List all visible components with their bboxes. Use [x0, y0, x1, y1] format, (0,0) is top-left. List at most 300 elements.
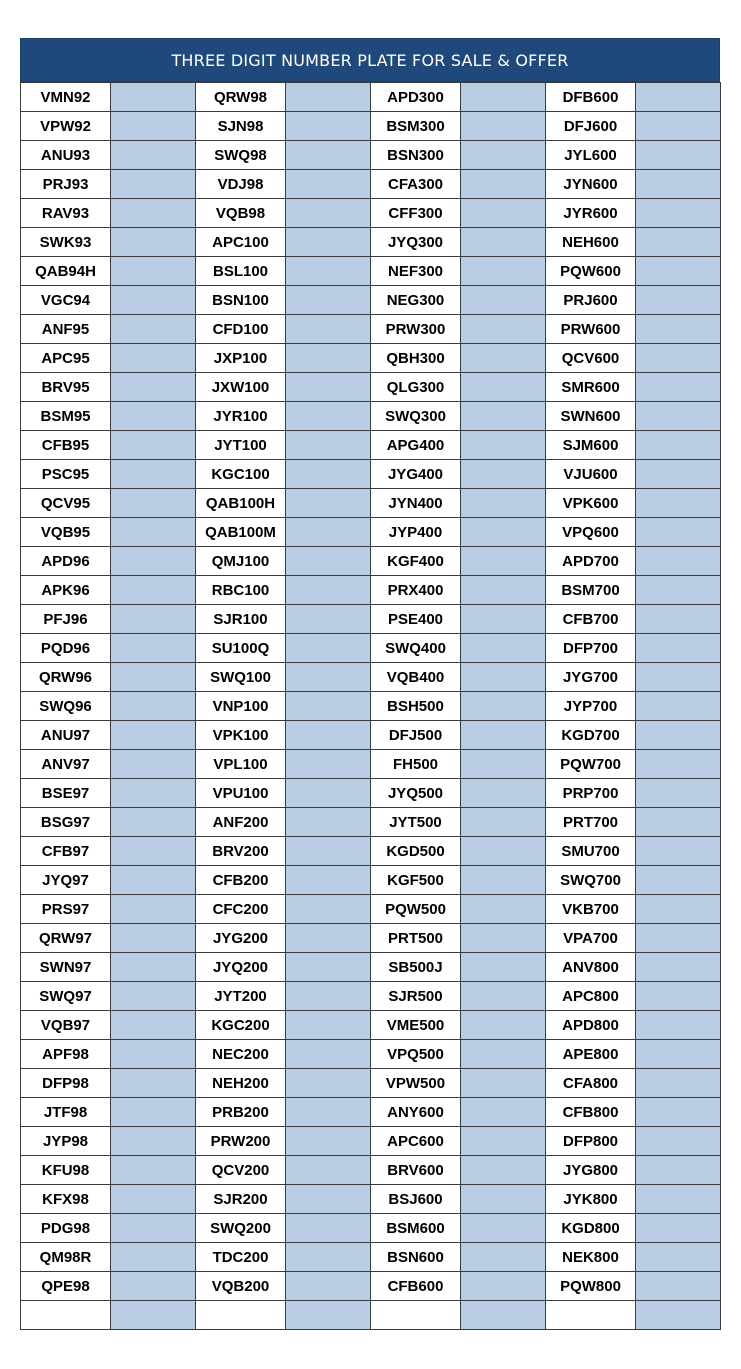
- table-row: [21, 1185, 721, 1214]
- plate-number-cell: PQW800: [546, 1272, 636, 1301]
- plate-number-cell: BRV200: [196, 837, 286, 866]
- plate-number-cell: DFP700: [546, 634, 636, 663]
- price-cell: [461, 286, 546, 315]
- price-cell: [111, 1098, 196, 1127]
- plate-number-cell: SWQ97: [21, 982, 111, 1011]
- price-cell: [286, 1301, 371, 1330]
- plate-number-cell: VPK100: [196, 721, 286, 750]
- plate-number-cell: QBH300: [371, 344, 461, 373]
- table-row: [21, 1301, 721, 1330]
- plate-number-cell: ANF95: [21, 315, 111, 344]
- price-cell: [286, 141, 371, 170]
- plate-number-cell: [371, 1301, 461, 1330]
- price-cell: [636, 1040, 721, 1069]
- price-cell: [636, 112, 721, 141]
- price-cell: [286, 1272, 371, 1301]
- price-cell: [286, 489, 371, 518]
- plate-number-cell: CFB97: [21, 837, 111, 866]
- price-cell: [286, 692, 371, 721]
- price-cell: [461, 692, 546, 721]
- price-cell: [111, 837, 196, 866]
- price-cell: [636, 750, 721, 779]
- plate-number-cell: BSN300: [371, 141, 461, 170]
- plate-number-cell: BSJ600: [371, 1185, 461, 1214]
- price-cell: [286, 199, 371, 228]
- price-cell: [286, 228, 371, 257]
- table-row: [21, 1243, 721, 1272]
- plate-table: [20, 82, 721, 1330]
- plate-number-cell: APD300: [371, 83, 461, 112]
- price-cell: [111, 518, 196, 547]
- price-cell: [636, 576, 721, 605]
- plate-number-cell: PQW700: [546, 750, 636, 779]
- plate-number-cell: NEH600: [546, 228, 636, 257]
- plate-number-cell: VPK600: [546, 489, 636, 518]
- price-cell: [286, 982, 371, 1011]
- plate-number-cell: KGC200: [196, 1011, 286, 1040]
- price-cell: [111, 982, 196, 1011]
- plate-number-cell: [21, 1301, 111, 1330]
- plate-number-cell: JYP400: [371, 518, 461, 547]
- price-cell: [286, 1040, 371, 1069]
- price-cell: [111, 1243, 196, 1272]
- plate-number-cell: JTF98: [21, 1098, 111, 1127]
- price-cell: [286, 1214, 371, 1243]
- plate-number-cell: QCV200: [196, 1156, 286, 1185]
- plate-number-cell: VPW500: [371, 1069, 461, 1098]
- table-row: [21, 431, 721, 460]
- price-cell: [286, 605, 371, 634]
- price-cell: [636, 489, 721, 518]
- plate-number-cell: APE800: [546, 1040, 636, 1069]
- plate-number-cell: APD96: [21, 547, 111, 576]
- plate-number-cell: [196, 1301, 286, 1330]
- price-cell: [286, 953, 371, 982]
- plate-number-cell: APG400: [371, 431, 461, 460]
- price-cell: [461, 315, 546, 344]
- price-cell: [636, 692, 721, 721]
- table-row: [21, 112, 721, 141]
- plate-number-cell: VPQ600: [546, 518, 636, 547]
- plate-number-cell: JYG400: [371, 460, 461, 489]
- price-cell: [461, 663, 546, 692]
- price-cell: [636, 1156, 721, 1185]
- plate-number-cell: QRW98: [196, 83, 286, 112]
- plate-number-cell: SJR200: [196, 1185, 286, 1214]
- plate-number-cell: RBC100: [196, 576, 286, 605]
- price-cell: [461, 112, 546, 141]
- plate-number-cell: JYP98: [21, 1127, 111, 1156]
- plate-number-cell: PRT700: [546, 808, 636, 837]
- plate-number-cell: JYG700: [546, 663, 636, 692]
- price-cell: [636, 895, 721, 924]
- price-cell: [111, 692, 196, 721]
- table-row: [21, 663, 721, 692]
- plate-number-cell: SU100Q: [196, 634, 286, 663]
- plate-number-cell: KGF500: [371, 866, 461, 895]
- price-cell: [636, 547, 721, 576]
- price-cell: [636, 83, 721, 112]
- price-cell: [461, 402, 546, 431]
- price-cell: [636, 1214, 721, 1243]
- table-row: [21, 315, 721, 344]
- price-cell: [461, 1040, 546, 1069]
- plate-number-cell: SWQ96: [21, 692, 111, 721]
- price-cell: [286, 634, 371, 663]
- plate-number-cell: JYT200: [196, 982, 286, 1011]
- plate-number-cell: JYL600: [546, 141, 636, 170]
- price-cell: [286, 1069, 371, 1098]
- plate-number-cell: PQW600: [546, 257, 636, 286]
- plate-number-cell: VQB400: [371, 663, 461, 692]
- price-cell: [111, 895, 196, 924]
- price-cell: [286, 315, 371, 344]
- plate-number-cell: QLG300: [371, 373, 461, 402]
- price-cell: [636, 170, 721, 199]
- plate-number-cell: QAB94H: [21, 257, 111, 286]
- plate-number-cell: APC600: [371, 1127, 461, 1156]
- price-cell: [461, 634, 546, 663]
- price-cell: [286, 1098, 371, 1127]
- plate-number-cell: VDJ98: [196, 170, 286, 199]
- plate-number-cell: APD700: [546, 547, 636, 576]
- sheet-title: THREE DIGIT NUMBER PLATE FOR SALE & OFFER: [20, 38, 720, 82]
- price-cell: [286, 895, 371, 924]
- plate-number-cell: JYK800: [546, 1185, 636, 1214]
- price-cell: [286, 112, 371, 141]
- plate-number-cell: QCV95: [21, 489, 111, 518]
- plate-number-cell: VQB98: [196, 199, 286, 228]
- table-row: [21, 141, 721, 170]
- price-cell: [461, 1185, 546, 1214]
- plate-number-cell: SJR100: [196, 605, 286, 634]
- price-cell: [636, 634, 721, 663]
- plate-number-cell: CFC200: [196, 895, 286, 924]
- plate-number-cell: NEG300: [371, 286, 461, 315]
- table-row: [21, 228, 721, 257]
- price-cell: [111, 1272, 196, 1301]
- table-row: [21, 1214, 721, 1243]
- table-row: [21, 286, 721, 315]
- plate-number-cell: BSN100: [196, 286, 286, 315]
- price-cell: [111, 1301, 196, 1330]
- price-cell: [111, 431, 196, 460]
- plate-number-cell: VQB95: [21, 518, 111, 547]
- price-cell: [636, 1127, 721, 1156]
- price-cell: [286, 1127, 371, 1156]
- price-cell: [286, 779, 371, 808]
- plate-sheet: [20, 38, 720, 1330]
- price-cell: [636, 344, 721, 373]
- plate-number-cell: BSM700: [546, 576, 636, 605]
- plate-number-cell: QRW96: [21, 663, 111, 692]
- price-cell: [636, 837, 721, 866]
- price-cell: [111, 779, 196, 808]
- price-cell: [636, 808, 721, 837]
- plate-number-cell: ANV800: [546, 953, 636, 982]
- plate-number-cell: CFB600: [371, 1272, 461, 1301]
- plate-number-cell: PDG98: [21, 1214, 111, 1243]
- plate-number-cell: KGD500: [371, 837, 461, 866]
- plate-number-cell: SWQ700: [546, 866, 636, 895]
- table-row: [21, 953, 721, 982]
- plate-number-cell: JYN600: [546, 170, 636, 199]
- price-cell: [111, 170, 196, 199]
- plate-number-cell: QMJ100: [196, 547, 286, 576]
- plate-number-cell: CFA800: [546, 1069, 636, 1098]
- plate-number-cell: APC95: [21, 344, 111, 373]
- price-cell: [111, 141, 196, 170]
- plate-number-cell: DFB600: [546, 83, 636, 112]
- price-cell: [636, 1243, 721, 1272]
- plate-number-cell: KGD700: [546, 721, 636, 750]
- plate-number-cell: JXP100: [196, 344, 286, 373]
- plate-number-cell: SWN600: [546, 402, 636, 431]
- plate-number-cell: PRP700: [546, 779, 636, 808]
- plate-number-cell: KFX98: [21, 1185, 111, 1214]
- plate-number-cell: CFB800: [546, 1098, 636, 1127]
- price-cell: [111, 373, 196, 402]
- plate-number-cell: BSM300: [371, 112, 461, 141]
- plate-number-cell: PSE400: [371, 605, 461, 634]
- price-cell: [111, 402, 196, 431]
- plate-number-cell: SWQ200: [196, 1214, 286, 1243]
- price-cell: [636, 199, 721, 228]
- plate-number-cell: DFP800: [546, 1127, 636, 1156]
- price-cell: [461, 547, 546, 576]
- plate-number-cell: APC800: [546, 982, 636, 1011]
- price-cell: [286, 373, 371, 402]
- plate-number-cell: JYP700: [546, 692, 636, 721]
- table-row: [21, 344, 721, 373]
- price-cell: [636, 315, 721, 344]
- plate-number-cell: VPW92: [21, 112, 111, 141]
- price-cell: [111, 199, 196, 228]
- plate-number-cell: APD800: [546, 1011, 636, 1040]
- price-cell: [636, 924, 721, 953]
- price-cell: [461, 1214, 546, 1243]
- table-row: [21, 895, 721, 924]
- plate-number-cell: VGC94: [21, 286, 111, 315]
- price-cell: [286, 721, 371, 750]
- plate-number-cell: SJM600: [546, 431, 636, 460]
- price-cell: [636, 982, 721, 1011]
- table-row: [21, 460, 721, 489]
- price-cell: [461, 1301, 546, 1330]
- plate-number-cell: QPE98: [21, 1272, 111, 1301]
- plate-number-cell: VPL100: [196, 750, 286, 779]
- plate-number-cell: JYQ200: [196, 953, 286, 982]
- price-cell: [636, 402, 721, 431]
- price-cell: [636, 779, 721, 808]
- plate-number-cell: PRW300: [371, 315, 461, 344]
- price-cell: [286, 83, 371, 112]
- price-cell: [111, 547, 196, 576]
- plate-number-cell: ANV97: [21, 750, 111, 779]
- plate-number-cell: CFB95: [21, 431, 111, 460]
- price-cell: [461, 895, 546, 924]
- price-cell: [636, 1069, 721, 1098]
- price-cell: [461, 982, 546, 1011]
- price-cell: [111, 663, 196, 692]
- plate-number-cell: PRJ93: [21, 170, 111, 199]
- plate-number-cell: VPQ500: [371, 1040, 461, 1069]
- plate-number-cell: [546, 1301, 636, 1330]
- plate-number-cell: JYT100: [196, 431, 286, 460]
- plate-number-cell: KGC100: [196, 460, 286, 489]
- plate-number-cell: CFF300: [371, 199, 461, 228]
- plate-number-cell: PRT500: [371, 924, 461, 953]
- plate-number-cell: KGF400: [371, 547, 461, 576]
- price-cell: [286, 518, 371, 547]
- table-row: [21, 83, 721, 112]
- table-row: [21, 547, 721, 576]
- plate-number-cell: NEH200: [196, 1069, 286, 1098]
- price-cell: [636, 605, 721, 634]
- plate-number-cell: SJR500: [371, 982, 461, 1011]
- table-row: [21, 257, 721, 286]
- plate-number-cell: BSM600: [371, 1214, 461, 1243]
- plate-number-cell: JYQ500: [371, 779, 461, 808]
- plate-number-cell: JYR600: [546, 199, 636, 228]
- price-cell: [111, 344, 196, 373]
- price-cell: [636, 431, 721, 460]
- price-cell: [636, 866, 721, 895]
- plate-number-cell: JYN400: [371, 489, 461, 518]
- price-cell: [286, 286, 371, 315]
- price-cell: [461, 257, 546, 286]
- table-row: [21, 489, 721, 518]
- plate-number-cell: BSH500: [371, 692, 461, 721]
- price-cell: [461, 518, 546, 547]
- price-cell: [461, 1127, 546, 1156]
- table-row: [21, 576, 721, 605]
- plate-number-cell: PRS97: [21, 895, 111, 924]
- plate-number-cell: APF98: [21, 1040, 111, 1069]
- table-row: [21, 1069, 721, 1098]
- table-row: [21, 982, 721, 1011]
- table-row: [21, 1011, 721, 1040]
- price-cell: [461, 460, 546, 489]
- price-cell: [461, 1069, 546, 1098]
- price-cell: [286, 808, 371, 837]
- price-cell: [111, 489, 196, 518]
- plate-number-cell: KGD800: [546, 1214, 636, 1243]
- price-cell: [111, 576, 196, 605]
- price-cell: [111, 721, 196, 750]
- price-cell: [111, 228, 196, 257]
- price-cell: [636, 721, 721, 750]
- table-row: [21, 808, 721, 837]
- plate-number-cell: VJU600: [546, 460, 636, 489]
- price-cell: [111, 750, 196, 779]
- price-cell: [461, 489, 546, 518]
- table-row: [21, 692, 721, 721]
- price-cell: [461, 344, 546, 373]
- plate-number-cell: SWQ400: [371, 634, 461, 663]
- plate-number-cell: BSE97: [21, 779, 111, 808]
- price-cell: [286, 460, 371, 489]
- price-cell: [636, 1011, 721, 1040]
- plate-number-cell: QCV600: [546, 344, 636, 373]
- price-cell: [286, 837, 371, 866]
- plate-number-cell: PFJ96: [21, 605, 111, 634]
- price-cell: [636, 228, 721, 257]
- plate-number-cell: VMN92: [21, 83, 111, 112]
- plate-number-cell: PRX400: [371, 576, 461, 605]
- table-row: [21, 866, 721, 895]
- price-cell: [111, 83, 196, 112]
- plate-number-cell: SWK93: [21, 228, 111, 257]
- table-row: [21, 1156, 721, 1185]
- plate-number-cell: APC100: [196, 228, 286, 257]
- price-cell: [286, 344, 371, 373]
- price-cell: [636, 1185, 721, 1214]
- price-cell: [286, 1011, 371, 1040]
- price-cell: [461, 924, 546, 953]
- price-cell: [286, 750, 371, 779]
- price-cell: [111, 1127, 196, 1156]
- plate-number-cell: CFD100: [196, 315, 286, 344]
- price-cell: [286, 170, 371, 199]
- plate-number-cell: NEC200: [196, 1040, 286, 1069]
- price-cell: [461, 170, 546, 199]
- table-row: [21, 518, 721, 547]
- plate-number-cell: TDC200: [196, 1243, 286, 1272]
- price-cell: [461, 837, 546, 866]
- plate-number-cell: ANU97: [21, 721, 111, 750]
- price-cell: [286, 1243, 371, 1272]
- plate-number-cell: VQB97: [21, 1011, 111, 1040]
- table-row: [21, 837, 721, 866]
- table-row: [21, 1098, 721, 1127]
- price-cell: [111, 924, 196, 953]
- plate-number-cell: VQB200: [196, 1272, 286, 1301]
- price-cell: [286, 257, 371, 286]
- price-cell: [461, 228, 546, 257]
- price-cell: [461, 808, 546, 837]
- plate-number-cell: FH500: [371, 750, 461, 779]
- plate-number-cell: BSG97: [21, 808, 111, 837]
- price-cell: [111, 1156, 196, 1185]
- plate-number-cell: PRW200: [196, 1127, 286, 1156]
- plate-number-cell: VME500: [371, 1011, 461, 1040]
- price-cell: [636, 141, 721, 170]
- table-row: [21, 199, 721, 228]
- price-cell: [461, 141, 546, 170]
- price-cell: [286, 663, 371, 692]
- plate-number-cell: JYQ300: [371, 228, 461, 257]
- price-cell: [111, 257, 196, 286]
- plate-number-cell: BRV95: [21, 373, 111, 402]
- price-cell: [461, 373, 546, 402]
- plate-number-cell: JXW100: [196, 373, 286, 402]
- plate-number-cell: NEK800: [546, 1243, 636, 1272]
- table-row: [21, 402, 721, 431]
- plate-number-cell: BSN600: [371, 1243, 461, 1272]
- price-cell: [636, 286, 721, 315]
- table-row: [21, 779, 721, 808]
- plate-number-cell: QRW97: [21, 924, 111, 953]
- plate-number-cell: JYG200: [196, 924, 286, 953]
- price-cell: [636, 518, 721, 547]
- price-cell: [286, 576, 371, 605]
- price-cell: [636, 373, 721, 402]
- table-row: [21, 634, 721, 663]
- price-cell: [461, 199, 546, 228]
- plate-number-cell: VPU100: [196, 779, 286, 808]
- price-cell: [111, 953, 196, 982]
